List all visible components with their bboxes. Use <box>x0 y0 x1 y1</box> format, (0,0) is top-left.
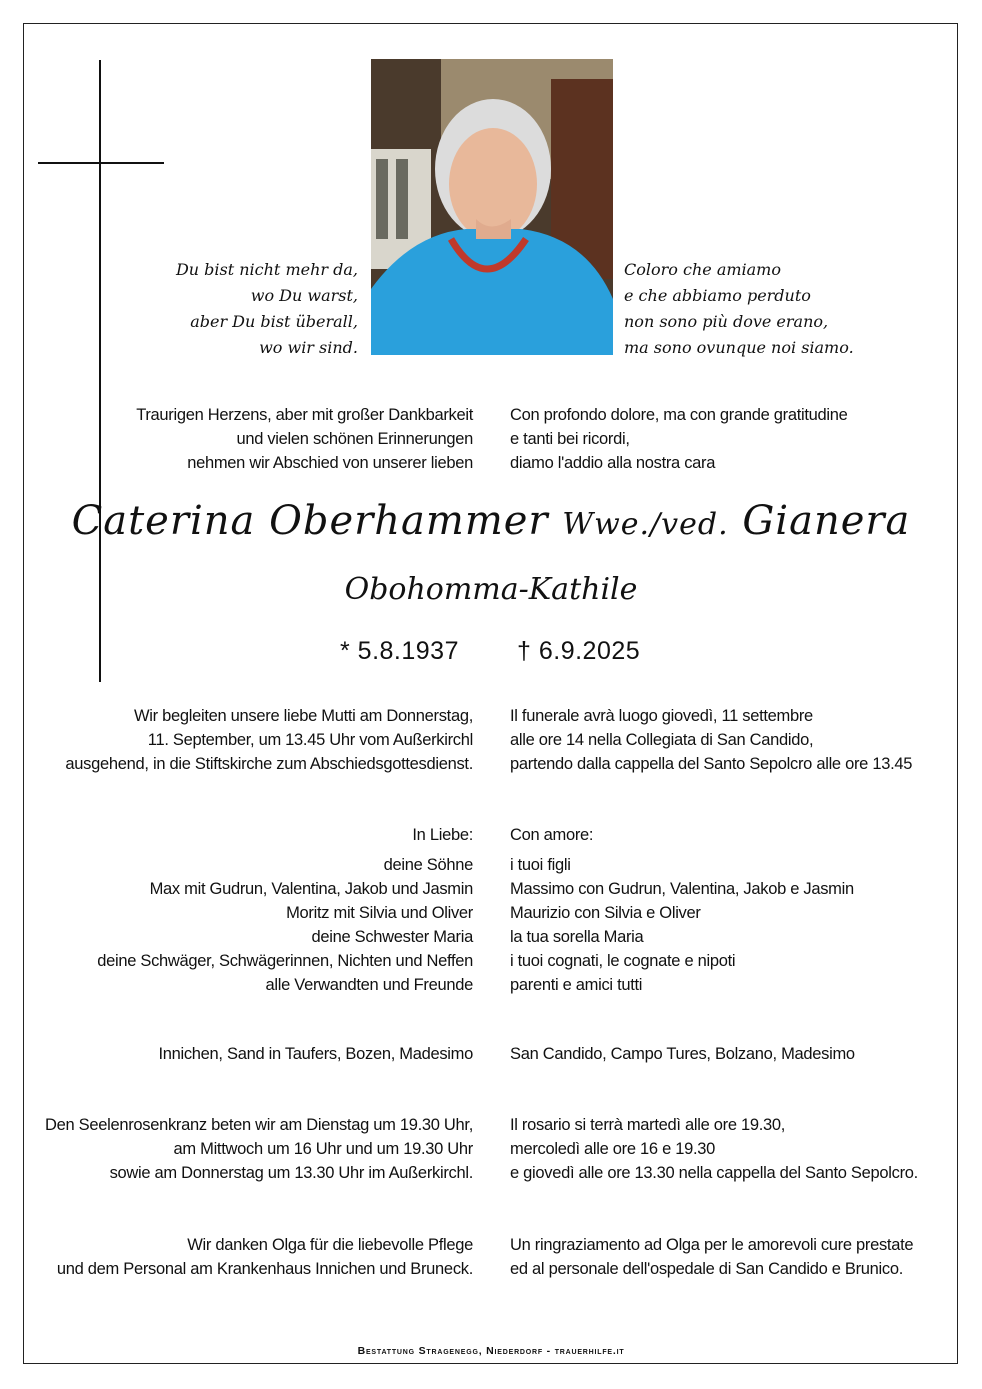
text-line: Massimo con Gudrun, Valentina, Jakob e Jasmin <box>510 880 854 898</box>
text-line: i tuoi cognati, le cognate e nipoti <box>510 952 736 970</box>
funeral-home-footer: Bestattung Stragenegg, Niederdorf - trauerhilfe.it <box>357 1345 625 1357</box>
thanks-german <box>57 1233 473 1281</box>
text-line: und dem Personal am Krankenhaus Innichen und Bruneck. <box>56 1260 473 1278</box>
text-line: Il funerale avrà luogo giovedì, 11 settembre <box>510 707 813 725</box>
poem-italian <box>624 257 854 361</box>
poem-line: Coloro che amiamo <box>624 260 781 279</box>
name-first: Caterina Oberhammer <box>71 498 549 544</box>
text-line: Wir begleiten unsere liebe Mutti am Donnerstag, <box>134 707 473 725</box>
text-line: und vielen schönen Erinnerungen <box>236 430 473 448</box>
mourners-german <box>97 823 473 997</box>
text-line: partendo dalla cappella del Santo Sepolcro alle ore 13.45 <box>510 755 913 773</box>
portrait-photo <box>371 59 613 355</box>
poem-line: ma sono ovunque noi siamo. <box>624 338 854 357</box>
text-line: Moritz mit Silvia und Oliver <box>286 904 473 922</box>
mourners-italian <box>510 823 854 997</box>
places-italian: San Candido, Campo Tures, Bolzano, Madesimo <box>510 1045 855 1063</box>
text-line: alle ore 14 nella Collegiata di San Candido, <box>510 731 814 749</box>
text-line: nehmen wir Abschied von unserer lieben <box>187 454 473 472</box>
text-line: e giovedì alle ore 13.30 nella cappella del Santo Sepolcro. <box>510 1164 918 1182</box>
poem-line: wo wir sind. <box>259 338 358 357</box>
poem-german <box>176 257 358 361</box>
text-line: la tua sorella Maria <box>510 928 644 946</box>
thanks-italian <box>510 1233 913 1281</box>
rosary-italian <box>510 1113 918 1185</box>
text-line: Un ringraziamento ad Olga per le amorevoli cure prestate <box>510 1236 914 1254</box>
text-line: deine Söhne <box>383 856 473 874</box>
name-middle: Wwe./ved. <box>562 507 729 542</box>
birth-date: * 5.8.1937 <box>340 637 459 665</box>
text-line: Il rosario si terrà martedì alle ore 19.30, <box>510 1116 786 1134</box>
mourners-heading: In Liebe: <box>412 826 473 844</box>
places-german: Innichen, Sand in Taufers, Bozen, Madesimo <box>158 1045 473 1063</box>
text-line: deine Schwäger, Schwägerinnen, Nichten und Neffen <box>97 952 473 970</box>
intro-german <box>136 403 473 475</box>
text-line: i tuoi figli <box>510 856 571 874</box>
poem-line: non sono più dove erano, <box>624 312 829 331</box>
text-line: Con profondo dolore, ma con grande gratitudine <box>510 406 848 424</box>
poem-line: e che abbiamo perduto <box>624 286 811 305</box>
text-line: 11. September, um 13.45 Uhr vom Außerkirchl <box>147 731 473 749</box>
poem-line: wo Du warst, <box>250 286 358 305</box>
text-line: Den Seelenrosenkranz beten wir am Dienstag um 19.30 Uhr, <box>44 1116 473 1134</box>
text-line: diamo l'addio alla nostra cara <box>510 454 716 472</box>
text-line: alle Verwandten und Freunde <box>265 976 473 994</box>
text-line: Traurigen Herzens, aber mit großer Dankbarkeit <box>136 406 473 424</box>
deceased-name <box>0 498 982 544</box>
name-last: Gianera <box>742 498 911 544</box>
intro-italian <box>510 403 848 475</box>
death-date: † 6.9.2025 <box>517 637 641 665</box>
text-line: deine Schwester Maria <box>311 928 473 946</box>
funeral-german <box>65 704 473 776</box>
poem-line: Du bist nicht mehr da, <box>175 260 358 279</box>
mourners-heading: Con amore: <box>510 826 594 844</box>
cross-icon-horizontal <box>38 162 164 164</box>
text-line: am Mittwoch um 16 Uhr und um 19.30 Uhr <box>173 1140 473 1158</box>
funeral-italian <box>510 704 912 776</box>
nickname: Obohomma-Kathile <box>344 572 638 607</box>
text-line: Max mit Gudrun, Valentina, Jakob und Jasmin <box>149 880 473 898</box>
text-line: ausgehend, in die Stiftskirche zum Abschiedsgottesdienst. <box>65 755 473 773</box>
text-line: Maurizio con Silvia e Oliver <box>510 904 701 922</box>
text-line: ed al personale dell'ospedale di San Candido e Brunico. <box>510 1260 904 1278</box>
text-line: parenti e amici tutti <box>510 976 643 994</box>
text-line: sowie am Donnerstag um 13.30 Uhr im Außerkirchl. <box>109 1164 473 1182</box>
text-line: e tanti bei ricordi, <box>510 430 630 448</box>
text-line: Wir danken Olga für die liebevolle Pflege <box>187 1236 473 1254</box>
rosary-german <box>45 1113 473 1185</box>
poem-line: aber Du bist überall, <box>190 312 358 331</box>
text-line: mercoledì alle ore 16 e 19.30 <box>510 1140 716 1158</box>
